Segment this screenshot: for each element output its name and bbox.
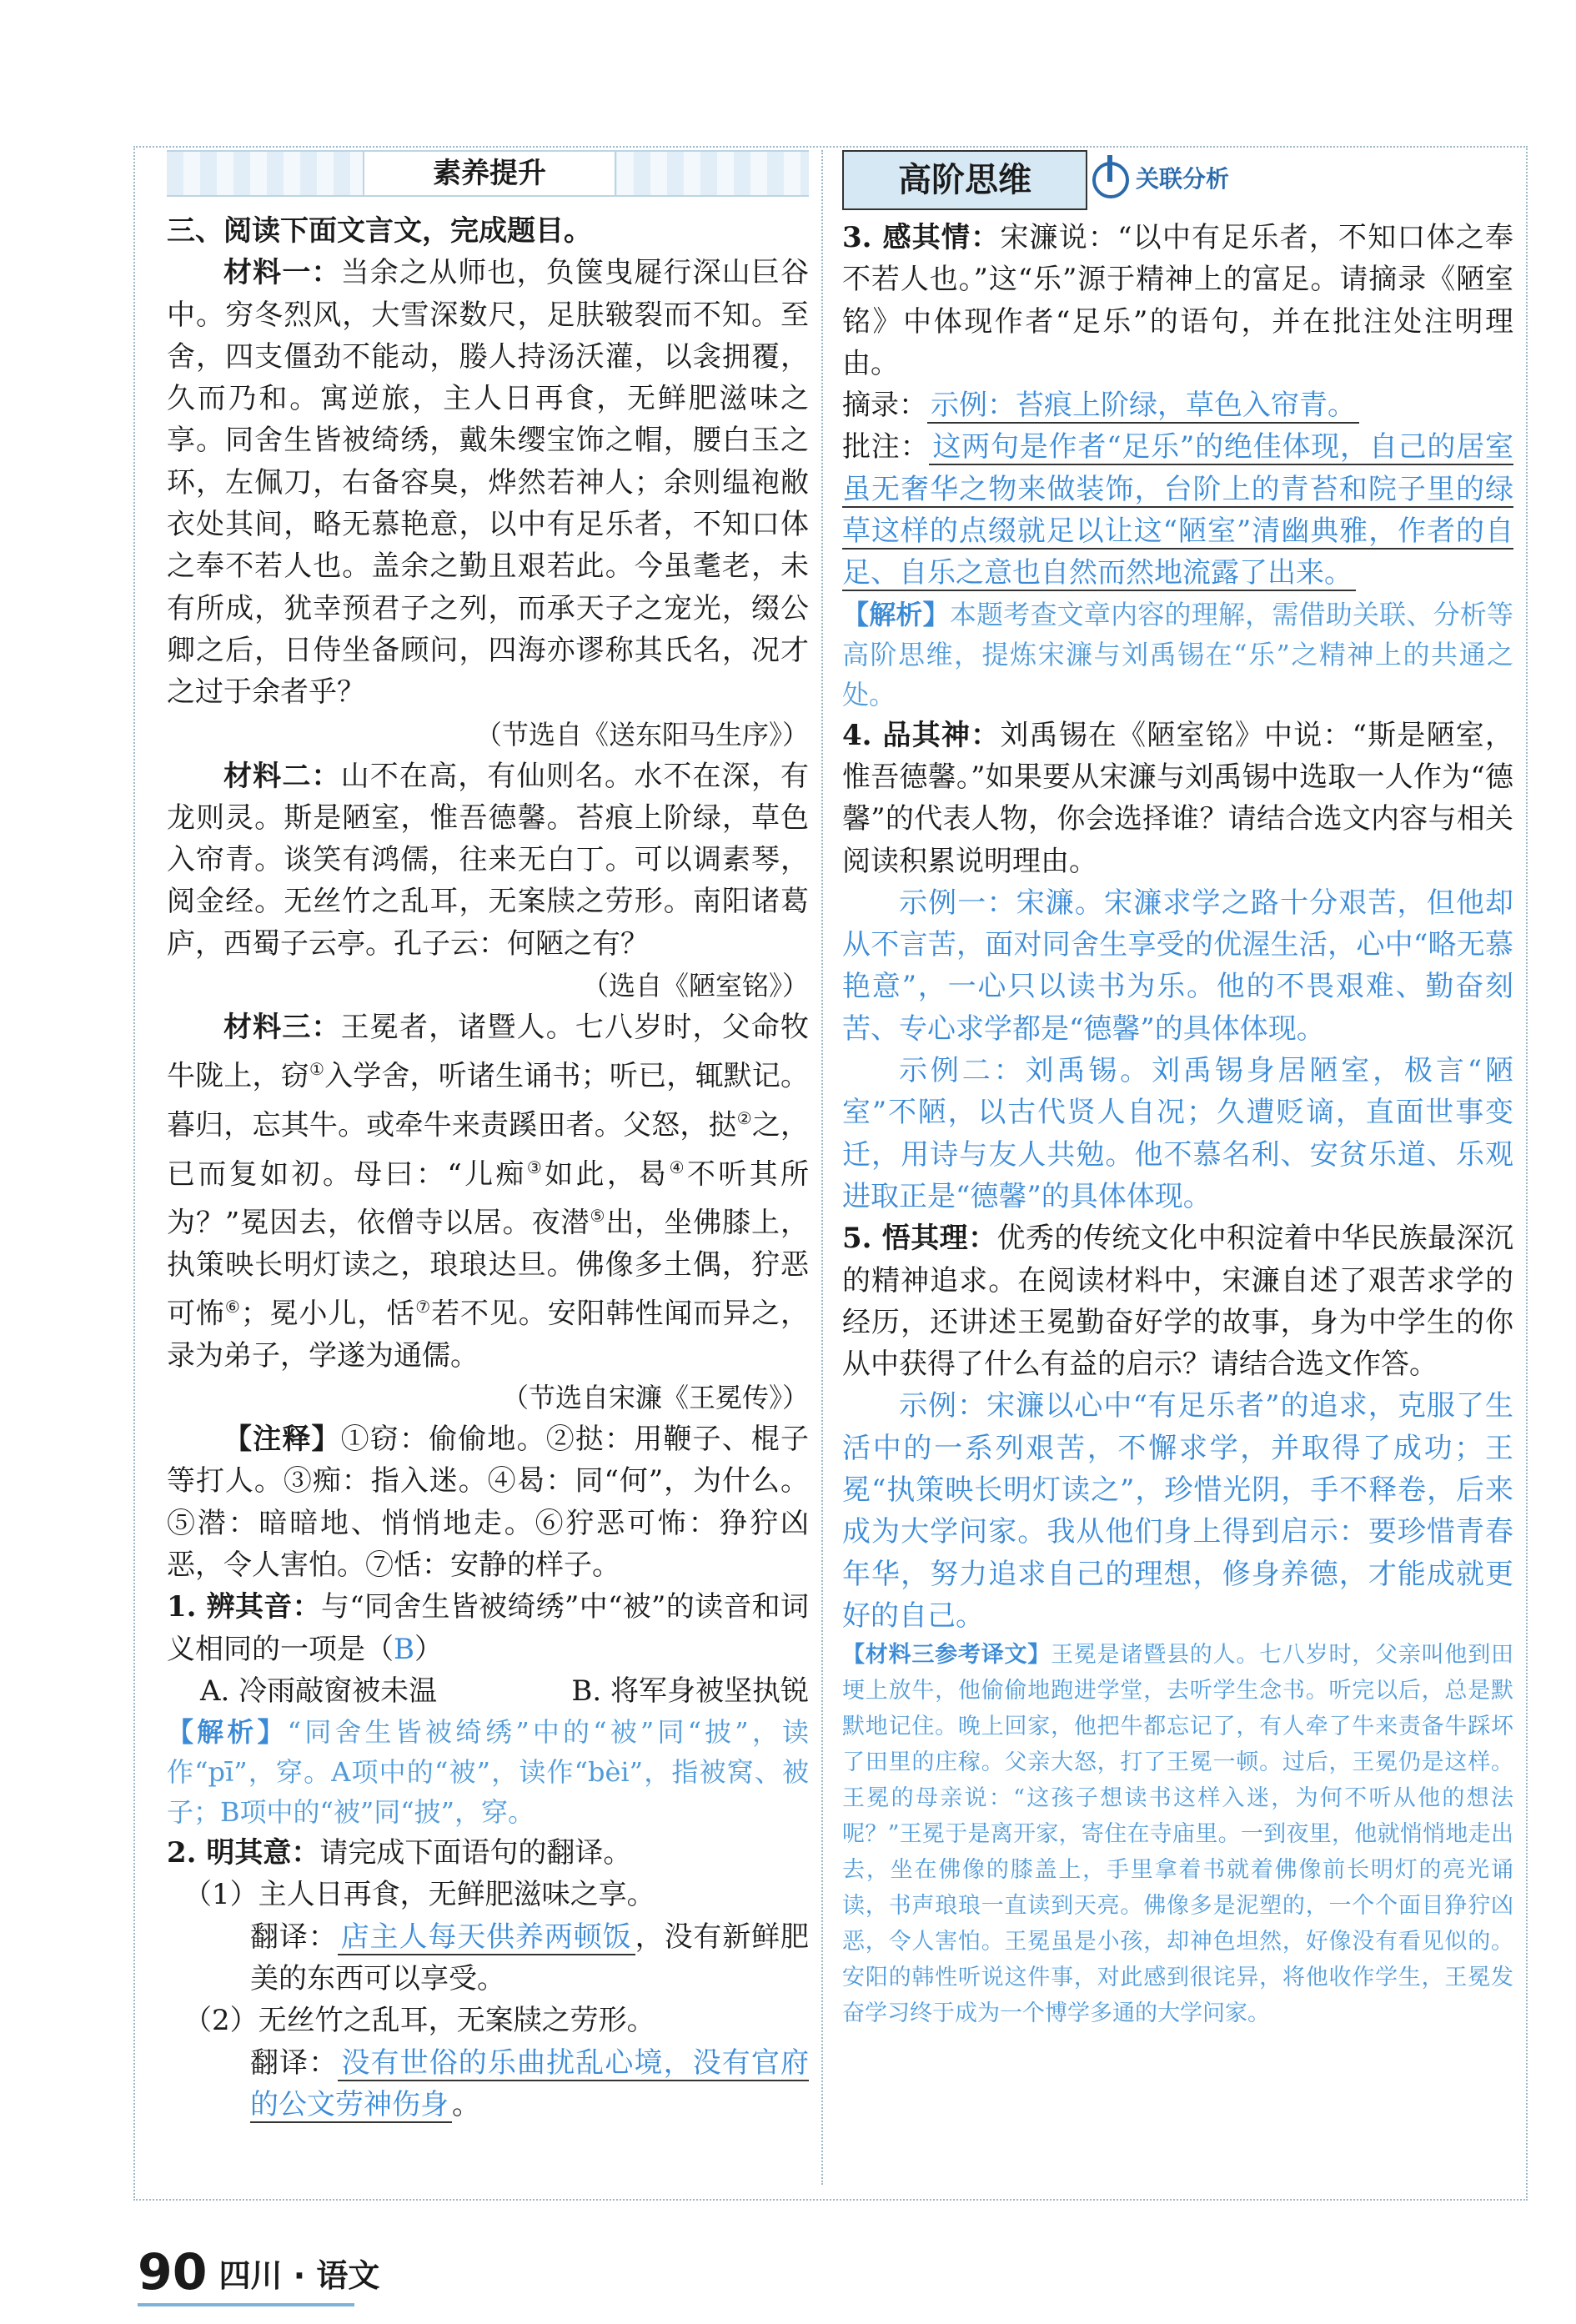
material-3-text: 出，坐佛膝上，执策映长明灯读之，琅琅达旦。佛像多土偶，狞恶可怖 <box>167 1206 809 1331</box>
question-2-translation-2 <box>167 2042 809 2126</box>
note-label: 批注： <box>842 430 930 464</box>
section-label: 素养提升 <box>363 152 616 195</box>
material-1 <box>167 252 809 713</box>
question-3-label: 3. 感其情： <box>842 221 1001 254</box>
material-3-source: （节选自宋濂《王冕传》） <box>501 1382 809 1414</box>
material-1-source: （节选自《送东阳马生序》） <box>474 718 809 750</box>
question-1-label: 1. 辨其音： <box>167 1590 321 1624</box>
material-2-text: 山不在高，有仙则名。水不在深，有龙则灵。斯是陋室，惟吾德馨。苔痕上阶绿，草色入帘青。谈笑有鸿儒，往来无白丁。可以调素琴，阅金经。无丝竹之乱耳，无案牍之劳形。南阳诸葛庐，西蜀子云亭。孔子云：何陋之有？ <box>167 759 810 961</box>
question-2-translation-1 <box>167 1916 809 2000</box>
question-3 <box>842 217 1513 384</box>
question-1-options <box>167 1670 809 1712</box>
material-3-text: 之，已而复如初。母曰：“儿痴 <box>167 1108 810 1191</box>
material-1-label: 材料一： <box>223 256 341 290</box>
analysis-tag: 【解析】 <box>167 1716 288 1749</box>
translation-end-2: 。 <box>452 2087 480 2121</box>
question-5-example: 示例：宋濂以心中“有足乐者”的追求，克服了生活中的一系列艰苦，不懈求学，并取得了成功；王冕“执策映长明灯读之”，珍惜光阴，手不释卷，后来成为大学问家。我从他们身上得到启示：要珍惜青春年华，努力追求自己的理想，修身养德，才能成就更好的自己。 <box>842 1389 1513 1633</box>
material-3-text: 不听其所为？”冕因去，依僧寺以居。夜潜 <box>167 1157 810 1240</box>
left-column <box>167 150 809 2126</box>
question-2-text: 请完成下面语句的翻译。 <box>319 1836 632 1870</box>
note-ref: ⑥ <box>224 1297 241 1318</box>
translation-rest-1: ，没有新鲜肥美的东西可以享受。 <box>250 1920 810 1996</box>
link-analysis <box>1092 158 1229 200</box>
material-2-label: 材料二： <box>223 759 341 793</box>
material-3-text: ；冕小儿，恬 <box>240 1297 416 1331</box>
notes-label: 【注释】 <box>223 1423 341 1457</box>
translation-answer-2: 没有世俗的乐曲扰乱心境，没有官府的公文劳神伤身 <box>250 2045 810 2121</box>
question-1-answer: B <box>394 1632 414 1666</box>
translation-answer-1: 店主人每天供养两顿饭 <box>338 1920 635 1955</box>
translation-text: 王冕是诸暨县的人。七八岁时，父亲叫他到田埂上放牛，他偷偷地跑进学堂，去听学生念书。听完以后，总是默默地记住。晚上回家，他把牛都忘记了，有人牵了牛来责备牛踩坏了田里的庄稼。父亲大怒，打了王冕一顿。过后，王冕仍是这样。王冕的母亲说：“这孩子想读书这样入迷，为何不听从他的想法呢？”王冕于是离开家，寄住在寺庙里。一到夜里，他就悄悄地走出去，坐在佛像的膝盖上，手里拿着书就着佛像前长明灯的亮光诵读，书声琅琅一直读到天亮。佛像多是泥塑的，一个个面目狰狞凶恶，令人害怕。王冕虽是小孩，却神色坦然，好像没有看见似的。安阳的韩性听说这件事，对此感到很诧异，将他收作学生，王冕发奋学习终于成为一个博学多通的大学问家。 <box>842 1642 1514 2027</box>
question-2 <box>167 1832 809 1874</box>
note-ref: ④ <box>669 1157 687 1177</box>
material-2 <box>167 755 809 965</box>
question-4-text: 刘禹锡在《陋室铭》中说：“斯是陋室，惟吾德馨。”如果要从宋濂与刘禹锡中选取一人作为“德馨”的代表人物，你会选择谁？请结合选文内容与相关阅读积累说明理由。 <box>842 718 1513 878</box>
material-3-text: 入学舍，听诸生诵书；听已，辄默记。暮归，忘其牛。或牵牛来责蹊田者。父怒，挞 <box>167 1059 810 1142</box>
excerpt-label: 摘录： <box>842 389 927 423</box>
question-1-close: ） <box>414 1632 443 1666</box>
note-ref: ① <box>309 1059 325 1080</box>
question-2-sentence-2: （2）无丝竹之乱耳，无案牍之劳形。 <box>183 2004 655 2038</box>
page-footer <box>138 2243 379 2301</box>
question-3-analysis <box>842 595 1513 715</box>
question-4 <box>842 715 1513 882</box>
option-b: B. 将军身被坚执锐 <box>571 1674 809 1708</box>
analysis-text: “同舍生皆被绮绣”中的“被”同“披”，读作“pī”，穿。A项中的“被”，读作“bèi”，指被窝、被子；B项中的“被”同“披”，穿。 <box>167 1716 809 1829</box>
higher-thinking-header <box>842 150 1513 210</box>
question-5-text: 优秀的传统文化中积淀着中华民族最深沉的精神追求。在阅读材料中，宋濂自述了艰苦求学的经历，还讲述王冕勤奋好学的故事，身为中学生的你从中获得了什么有益的启示？请结合选文作答。 <box>842 1222 1513 1382</box>
translation-block <box>842 1637 1513 2031</box>
question-4-example-1: 示例一：宋濂。宋濂求学之路十分艰苦，但他却从不言苦，面对同舍生享受的优渥生活，心中“略无慕艳意”，一心只以读书为乐。他的不畏艰难、勤奋刻苦、专心求学都是“德馨”的具体体现。 <box>842 886 1513 1046</box>
translation-label: 翻译： <box>250 1920 338 1954</box>
question-3-excerpt <box>842 384 1513 426</box>
material-3-label: 材料三： <box>223 1011 341 1045</box>
section-header <box>167 150 809 197</box>
option-a: A. 冷雨敲窗被未温 <box>200 1674 438 1708</box>
notes-text: ①窃：偷偷地。②挞：用鞭子、棍子等打人。③痴：指入迷。④曷：同“何”，为什么。⑤潜：暗暗地、悄悄地走。⑥狞恶可怖：狰狞凶恶，令人害怕。⑦恬：安静的样子。 <box>167 1423 810 1582</box>
excerpt-answer: 示例：苔痕上阶绿，草色入帘青。 <box>927 389 1359 424</box>
material-3-text: 若不见。安阳韩性闻而异之，录为弟子，学遂为通儒。 <box>167 1297 810 1373</box>
note-ref: ② <box>736 1107 752 1128</box>
question-1 <box>167 1586 809 1670</box>
question-1-analysis <box>167 1712 809 1832</box>
question-4-example-2: 示例二：刘禹锡。刘禹锡身居陋室，极言“陋室”不陋，以古代贤人自况；久遭贬谪，直面世事变迁，用诗与友人共勉。他不慕名利、安贫乐道、乐观进取正是“德馨”的具体体现。 <box>842 1054 1513 1213</box>
right-column <box>842 150 1513 2031</box>
link-icon <box>1092 162 1129 198</box>
page-meta: 四川 · 语文 <box>218 2256 380 2294</box>
material-3-text: 如此，曷 <box>545 1157 670 1191</box>
column-divider <box>821 150 823 2185</box>
link-analysis-label: 关联分析 <box>1136 165 1230 193</box>
analysis-text: 本题考查文章内容的理解，需借助关联、分析等高阶思维，提炼宋濂与刘禹锡在“乐”之精神上的共通之处。 <box>842 598 1513 710</box>
footer-rule <box>138 2303 354 2306</box>
question-5 <box>842 1217 1513 1385</box>
question-title: 三、阅读下面文言文，完成题目。 <box>167 214 592 248</box>
note-ref: ③ <box>526 1157 545 1177</box>
question-3-note <box>842 426 1513 594</box>
note-ref: ⑦ <box>415 1297 432 1318</box>
question-3-text: 宋濂说：“以中有足乐者，不知口体之奉不若人也。”这“乐”源于精神上的富足。请摘录《陋室铭》中体现作者“足乐”的语句，并在批注处注明理由。 <box>842 221 1513 380</box>
page-number: 90 <box>138 2243 208 2301</box>
higher-thinking-label: 高阶思维 <box>842 150 1087 210</box>
material-3-text: 王冕者，诸暨人。七八岁时，父命牧牛陇上，窃 <box>167 1011 810 1093</box>
translation-label: 翻译： <box>250 2045 339 2080</box>
analysis-tag: 【解析】 <box>842 598 950 630</box>
notes <box>167 1418 809 1586</box>
translation-tag: 【材料三参考译文】 <box>842 1642 1052 1669</box>
question-5-label: 5. 悟其理： <box>842 1222 997 1256</box>
material-1-text: 当余之从师也，负箧曳屣行深山巨谷中。穷冬烈风，大雪深数尺，足肤皲裂而不知。至舍，四支僵劲不能动，媵人持汤沃灌，以衾拥覆，久而乃和。寓逆旅，主人日再食，无鲜肥滋味之享。同舍生皆被绮绣，戴朱缨宝饰之帽，腰白玉之环，左佩刀，右备容臭，烨然若神人；余则缊袍敝衣处其间，略无慕艳意，以中有足乐者，不知口体之奉不若人也。盖余之勤且艰若此。今虽耄老，未有所成，犹幸预君子之列，而承天子之宠光，缀公卿之后，日侍坐备顾问，四海亦谬称其氏名，况才之过于余者乎？ <box>167 256 810 710</box>
question-2-sentence-1: （1）主人日再食，无鲜肥滋味之享。 <box>183 1878 655 1912</box>
material-2-source: （选自《陋室铭》） <box>581 970 809 1002</box>
material-3 <box>167 1006 809 1377</box>
question-4-label: 4. 品其神： <box>842 718 1001 752</box>
note-ref: ⑤ <box>590 1206 606 1227</box>
question-1-text: 与“同舍生皆被绮绣”中“被”的读音和词义相同的一项是（ <box>167 1590 809 1666</box>
note-answer: 这两句是作者“足乐”的绝佳体现，自己的居室虽无奢华之物来做装饰，台阶上的青苔和院子里的绿草这样的点缀就足以让这“陋室”清幽典雅，作者的自足、自乐之意也自然而然地流露了出来。 <box>842 430 1514 590</box>
question-2-label: 2. 明其意： <box>167 1836 320 1870</box>
